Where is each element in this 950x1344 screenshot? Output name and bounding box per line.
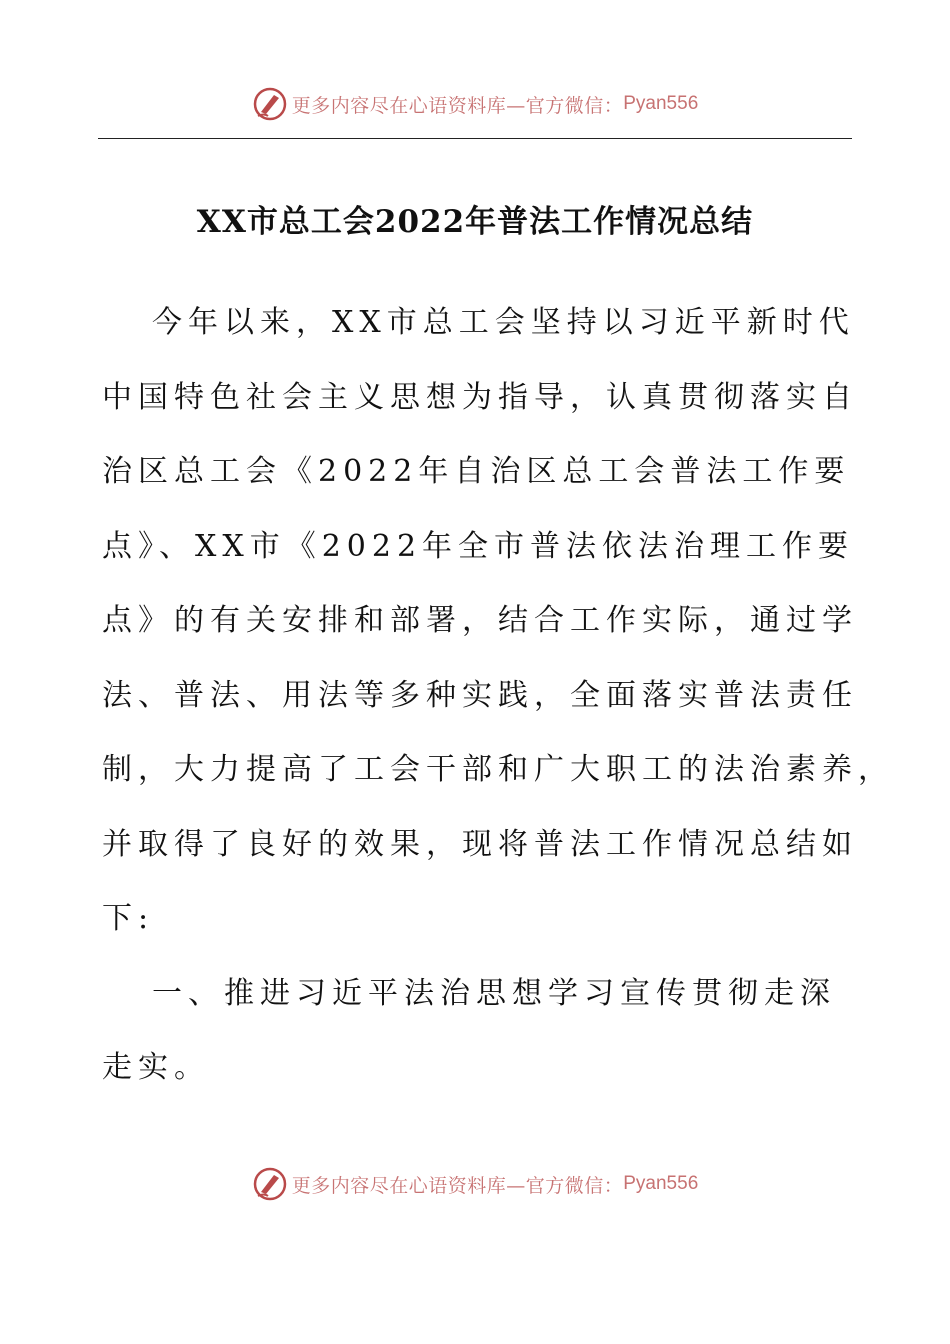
footer-watermark <box>0 1162 950 1206</box>
body-line: 点》、XX市《2022年全市普法依法治理工作要 <box>102 528 855 564</box>
watermark-text: 更多内容尽在心语资料库—官方微信： <box>291 94 624 117</box>
body-line: 今年以来，XX市总工会坚持以习近平新时代 <box>152 305 855 340</box>
document-body <box>102 286 894 1106</box>
body-line: 并取得了良好的效果，现将普法工作情况总结如 <box>102 826 858 862</box>
body-line: 中国特色社会主义思想为指导，认真贯彻落实自 <box>102 379 858 415</box>
header-divider <box>98 138 852 139</box>
body-line: 走实。 <box>102 1050 210 1085</box>
section-heading: 一、推进习近平法治思想学习宣传贯彻走深 <box>152 975 836 1011</box>
document-title: XX市总工会2022年普法工作情况总结 <box>196 204 754 240</box>
body-line: 治区总工会《2022年自治区总工会普法工作要 <box>102 454 851 489</box>
quill-logo-icon <box>252 1166 288 1202</box>
quill-logo-icon <box>252 86 288 122</box>
body-line: 法、普法、用法等多种实践，全面落实普法责任 <box>102 677 858 713</box>
watermark-text: 更多内容尽在心语资料库—官方微信： <box>291 1174 624 1197</box>
body-line: 制，大力提高了工会干部和广大职工的法治素养， <box>102 752 894 787</box>
watermark-wechat-id: Pyan556 <box>623 1173 699 1194</box>
watermark-wechat-id: Pyan556 <box>623 93 699 114</box>
body-line: 点》的有关安排和部署，结合工作实际，通过学 <box>102 603 858 638</box>
header-watermark <box>0 82 950 126</box>
body-line: 下: <box>102 901 155 936</box>
